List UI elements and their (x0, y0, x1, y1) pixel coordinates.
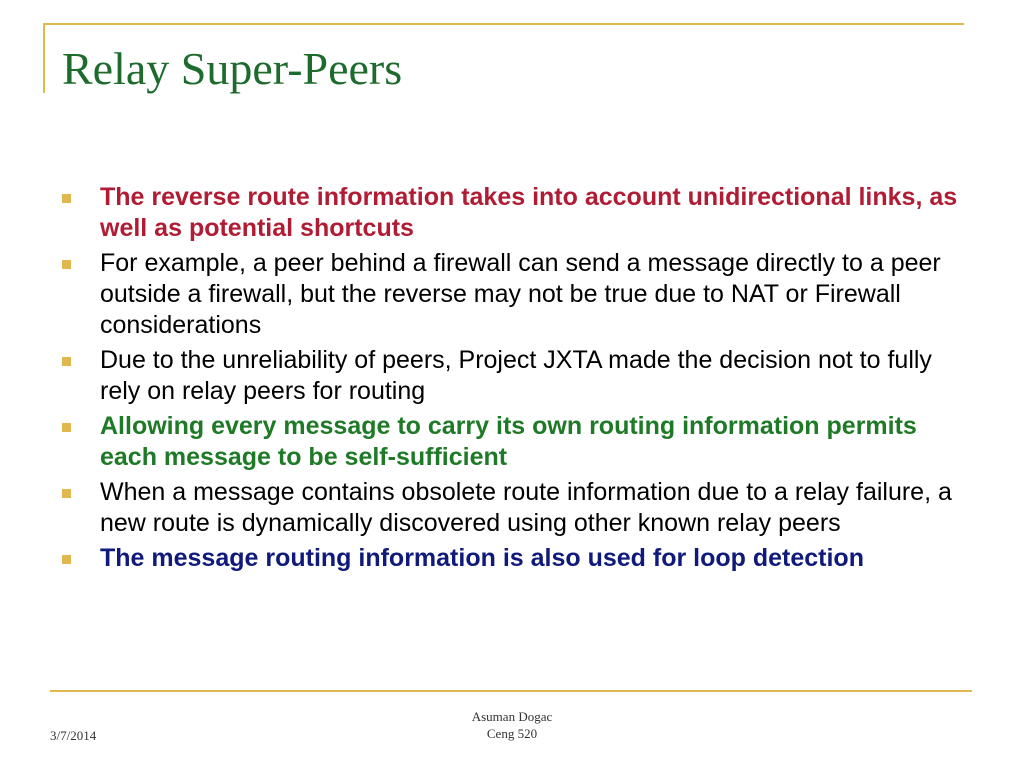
bullet-text: The reverse route information takes into account unidirectional links, as well as potential shortcuts (100, 183, 958, 242)
square-bullet-icon (62, 357, 71, 366)
bullet-item (62, 345, 972, 407)
footer-course: Ceng 520 (486, 726, 538, 741)
bullet-text: When a message contains obsolete route information due to a relay failure, a new route is dynamically discovered using other known relay peers (100, 478, 952, 537)
bullet-text: Due to the unreliability of peers, Project JXTA made the decision not to fully rely on relay peers for routing (100, 346, 932, 405)
frame-left-rule (43, 23, 45, 93)
footer-rule (50, 690, 972, 692)
square-bullet-icon (62, 555, 71, 564)
bullet-list (62, 182, 972, 578)
footer-author-course (412, 708, 612, 742)
bullet-item (62, 477, 972, 539)
bullet-item (62, 411, 972, 473)
bullet-text: For example, a peer behind a firewall can send a message directly to a peer outside a firewall, but the reverse may not be true due to NAT or Firewall considerations (100, 249, 941, 339)
square-bullet-icon (62, 489, 71, 498)
footer-date: 3/7/2014 (50, 728, 97, 743)
square-bullet-icon (62, 194, 71, 203)
bullet-item (62, 248, 972, 341)
frame-top-rule (43, 23, 964, 25)
bullet-text: The message routing information is also used for loop detection (100, 544, 864, 572)
bullet-item (62, 182, 972, 244)
square-bullet-icon (62, 260, 71, 269)
bullet-item (62, 543, 972, 574)
square-bullet-icon (62, 423, 71, 432)
slide-title: Relay Super-Peers (62, 43, 403, 94)
footer-author: Asuman Dogac (471, 709, 553, 724)
bullet-text: Allowing every message to carry its own routing information permits each message to be self-sufficient (100, 412, 917, 471)
